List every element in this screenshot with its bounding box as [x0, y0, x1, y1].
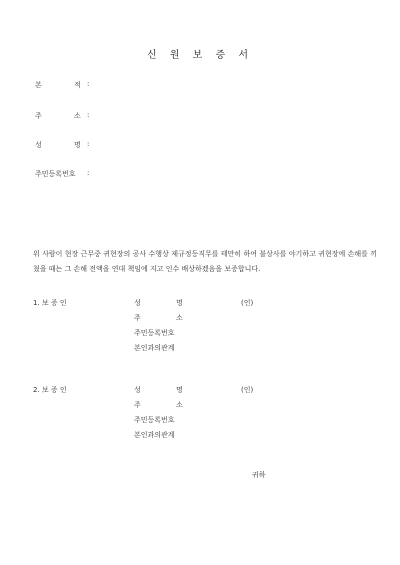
- field-label-part: 본: [35, 81, 42, 89]
- guarantor-name-label-b: 명: [176, 386, 183, 394]
- guarantor-address-label-a: 주: [134, 401, 141, 409]
- field-separator: :: [87, 80, 90, 88]
- guarantor-heading: 1. 보 증 인: [33, 299, 67, 307]
- document-title: 신 원 보 증 서: [146, 50, 253, 61]
- field-separator: :: [87, 111, 90, 119]
- field-label: 주민등록번호: [35, 170, 76, 178]
- field-label-part: 명: [74, 141, 81, 149]
- guarantor-name-label-a: 성: [134, 299, 141, 307]
- guarantor-relation-label: 본인과의관계: [134, 431, 175, 439]
- field-separator: :: [87, 140, 90, 148]
- field-label-part: 적: [74, 81, 81, 89]
- guarantor-name-label-a: 성: [134, 386, 141, 394]
- guarantor-heading: 2. 보 증 인: [33, 386, 67, 394]
- seal-mark: (인): [241, 386, 254, 394]
- field-label-part: 주: [35, 112, 42, 120]
- field-separator: :: [87, 169, 90, 177]
- closing-addressee: 귀하: [252, 471, 266, 479]
- guarantor-rrn-label: 주민등록번호: [134, 416, 175, 424]
- guarantor-address-label-b: 소: [176, 401, 183, 409]
- guarantor-address-label-a: 주: [134, 314, 141, 322]
- seal-mark: (인): [241, 299, 254, 307]
- guarantor-name-label-b: 명: [176, 299, 183, 307]
- guarantee-paragraph: 위 사람이 현장 근무중 귀현장의 공사 수행상 제규정등직무를 태만히 하여 불상사를 야기하고 귀현장에 손해를 끼쳤을 때는 그 손해 전액을 연대 책임에 지고 인수 배상하겠음을 보증합니다.: [33, 250, 377, 273]
- guarantor-relation-label: 본인과의관계: [134, 344, 175, 352]
- field-label-part: 소: [74, 112, 81, 120]
- field-label-part: 성: [35, 141, 42, 149]
- guarantor-rrn-label: 주민등록번호: [134, 329, 175, 337]
- guarantor-address-label-b: 소: [176, 314, 183, 322]
